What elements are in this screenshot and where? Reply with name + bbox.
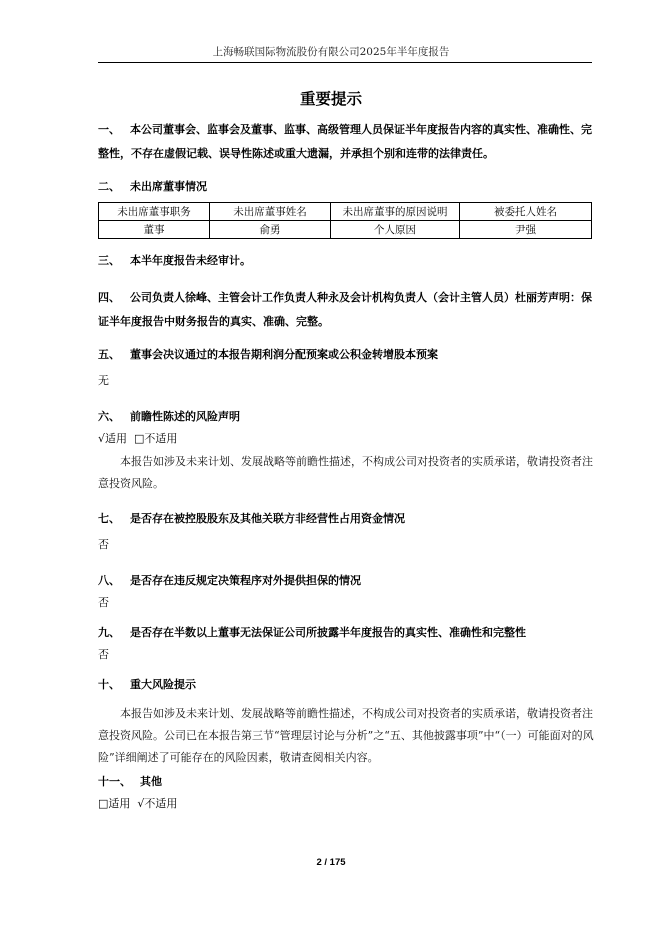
table-header-row: [99, 203, 592, 221]
section-7-answer: 否: [98, 538, 109, 551]
table-header-cell: 未出席董事姓名: [210, 203, 331, 221]
section-4-text: 公司负责人徐峰、主管会计工作负责人种永及会计机构负责人（会计主管人员）杜丽芳声明：保证半年度报告中财务报告的真实、准确、完整。: [98, 291, 592, 328]
section-6-paragraph: 本报告如涉及未来计划、发展战略等前瞻性描述，不构成公司对投资者的实质承诺，敬请投资者注意投资风险。: [98, 455, 593, 490]
section-9-text: 是否存在半数以上董事无法保证公司所披露半年度报告的真实性、准确性和完整性: [130, 626, 526, 639]
section-3: [98, 249, 594, 273]
table-header-cell: 未出席董事的原因说明: [331, 203, 460, 221]
page-number: 2 / 175: [316, 857, 346, 868]
section-5-number: 五、: [98, 348, 120, 361]
section-9-number: 九、: [98, 626, 120, 639]
section-8-answer: 否: [98, 596, 109, 609]
section-9-answer: 否: [98, 648, 109, 661]
page-header: 上海畅联国际物流股份有限公司2025年半年度报告: [212, 46, 450, 58]
section-6-number: 六、: [98, 410, 120, 423]
section-2-text: 未出席董事情况: [130, 180, 207, 193]
section-4: [98, 286, 594, 334]
section-10-text: 重大风险提示: [130, 678, 196, 691]
table-row: [99, 221, 592, 239]
table-cell: 尹强: [460, 221, 592, 239]
section-5-answer: 无: [98, 374, 109, 387]
section-6-text: 前瞻性陈述的风险声明: [130, 410, 240, 423]
section-4-number: 四、: [98, 291, 120, 304]
section-11-text: 其他: [140, 775, 162, 788]
section-6-heading: [98, 405, 594, 429]
header-rule: [98, 62, 592, 63]
section-8-text: 是否存在违反规定决策程序对外提供担保的情况: [130, 574, 361, 587]
section-11-applicability: □适用 √不适用: [98, 797, 178, 810]
section-10-number: 十、: [98, 678, 120, 691]
section-8-number: 八、: [98, 574, 120, 587]
section-1: [98, 118, 594, 166]
section-6-applicability: √适用 □不适用: [98, 432, 178, 445]
section-2-number: 二、: [98, 180, 120, 193]
page-title: 重要提示: [299, 89, 362, 108]
section-10-paragraph: 本报告如涉及未来计划、发展战略等前瞻性描述，不构成公司对投资者的实质承诺，敬请投资者注意投资风险。公司已在本报告第三节“管理层讨论与分析”之“五、其他披露事项”中“（一）可能面对的风险”详细阐述了可能存在的风险因素，敬请查阅相关内容。: [98, 707, 594, 764]
section-10-heading: [98, 673, 594, 697]
section-2-heading: [98, 175, 594, 199]
section-8-heading: [98, 569, 594, 593]
section-3-text: 本半年度报告未经审计。: [130, 254, 251, 267]
absent-directors-table: [98, 202, 592, 239]
section-1-number: 一、: [98, 123, 120, 136]
section-5-heading: [98, 343, 594, 367]
table-header-cell: 未出席董事职务: [99, 203, 210, 221]
section-11-number: 十一、: [98, 775, 131, 788]
section-7-number: 七、: [98, 512, 120, 525]
section-11-heading: [98, 770, 594, 794]
section-3-number: 三、: [98, 254, 120, 267]
table-cell: 俞勇: [210, 221, 331, 239]
section-7-text: 是否存在被控股股东及其他关联方非经营性占用资金情况: [130, 512, 405, 525]
table-header-cell: 被委托人姓名: [460, 203, 592, 221]
section-9-heading: [98, 621, 594, 645]
section-1-text: 本公司董事会、监事会及董事、监事、高级管理人员保证半年度报告内容的真实性、准确性、完整性，不存在虚假记载、误导性陈述或重大遗漏，并承担个别和连带的法律责任。: [98, 123, 592, 160]
table-cell: 个人原因: [331, 221, 460, 239]
section-5-text: 董事会决议通过的本报告期利润分配预案或公积金转增股本预案: [130, 348, 438, 361]
section-7-heading: [98, 507, 594, 531]
table-cell: 董事: [99, 221, 210, 239]
